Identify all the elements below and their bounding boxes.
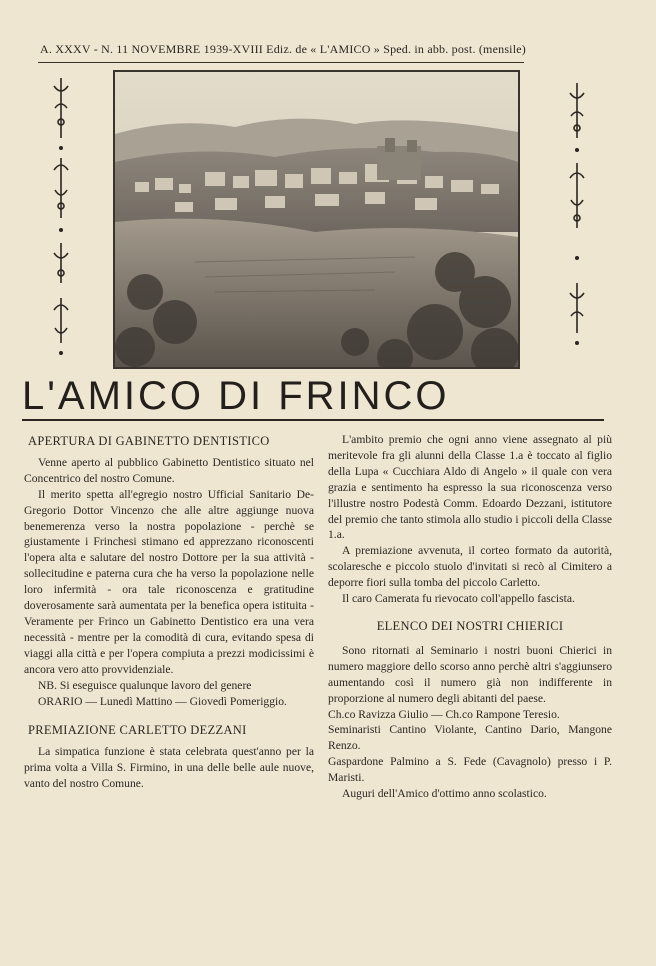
right-column	[328, 432, 612, 802]
article-paragraph: Sono ritornati al Seminario i nostri buoni Chierici in numero maggiore dello scorso anno perchè altri s'aggiunsero aumentando così il numero già non indifferente in proporzione al numero degli abitanti del paese.	[328, 643, 612, 705]
left-column	[24, 432, 314, 792]
article-paragraph: NB. Si eseguisce qualunque lavoro del genere	[38, 678, 252, 692]
village-photograph	[113, 70, 520, 369]
landscape-image	[115, 72, 518, 367]
closing-line: Auguri dell'Amico d'ottimo anno scolastico.	[342, 787, 547, 801]
section-heading-chierici: ELENCO DEI NOSTRI CHIERICI	[376, 618, 564, 633]
masthead-rule	[22, 419, 604, 421]
right-floral-ornament	[562, 78, 592, 368]
section-heading-dentistico: APERTURA DI GABINETTO DENTISTICO	[28, 434, 270, 448]
article-paragraph: A premiazione avvenuta, il corteo formato da autorità, scolaresche e piccolo stuolo d'invitati si recò al Cimitero a deporre fiori sulla tomba del piccolo Carletto.	[328, 544, 612, 590]
list-item: Seminaristi Cantino Violante, Cantino Dario, Mangone Renzo.	[328, 723, 612, 753]
article-paragraph: Il caro Camerata fu rievocato coll'appello fascista.	[342, 592, 575, 606]
list-item: Gaspardone Palmino a S. Fede (Cavagnolo) presso i P. Maristi.	[328, 755, 612, 785]
list-item: Ch.co Ravizza Giulio — Ch.co Rampone Teresio.	[328, 707, 560, 721]
article-paragraph: Venne aperto al pubblico Gabinetto Dentistico situato nel Concentrico del nostro Comune.	[24, 455, 314, 485]
orario-line: ORARIO — Lunedì Mattino — Giovedì Pomeriggio.	[38, 694, 287, 708]
article-paragraph: La simpatica funzione è stata celebrata quest'anno per la prima volta a Villa S. Firmino, in una delle belle aule nuove, vanto del nostro Comune.	[24, 745, 314, 791]
left-floral-ornament	[46, 78, 76, 368]
header-rule	[38, 62, 524, 63]
issue-header: A. XXXV - N. 11 NOVEMBRE 1939-XVIII Ediz. de « L'AMICO » Sped. in abb. post. (mensile)	[40, 42, 526, 56]
article-paragraph: L'ambito premio che ogni anno viene assegnato al più meritevole fra gli alunni della Classe 1.a è toccato al figlio della Lupa « Cucchiara Aldo di Angelo » il quale con vera grazia e sentimento ha espresso la sua riconoscenza verso l'illustre nostro Podestà Comm. Edoardo Dezzani, istitutore del premio che tanto stimola allo studio i piccoli della Classe 1.a.	[328, 433, 612, 542]
article-paragraph: Il merito spetta all'egregio nostro Ufficial Sanitario De-Gregorio Dottor Vincenzo che alle altre aggiunge nuova benemerenza verso la nostra popolazione - perchè se giustamente i Frinchesi stimano ed apprezzano riconoscenti l'opera alta e salutare del nostro Dottore per la sua attività - sollecitudine e paterna cura che ha verso la popolazione nelle loro infermità - ora tale riconoscenza e gratitudine doverosamente sarà aumentata per la benefica opera istituita - Veramente per Frinco un Gabinetto Dentistico era una vera necessità - mentre per la comodità di cura, evitando spesa di viaggi alla città e per l'opera compiuta a prezzi modicissimi è ancora vero atto provvidenziale.	[24, 487, 314, 676]
section-heading-premiazione: PREMIAZIONE CARLETTO DEZZANI	[28, 723, 247, 738]
masthead-title: L'AMICO DI FRINCO	[22, 374, 450, 418]
